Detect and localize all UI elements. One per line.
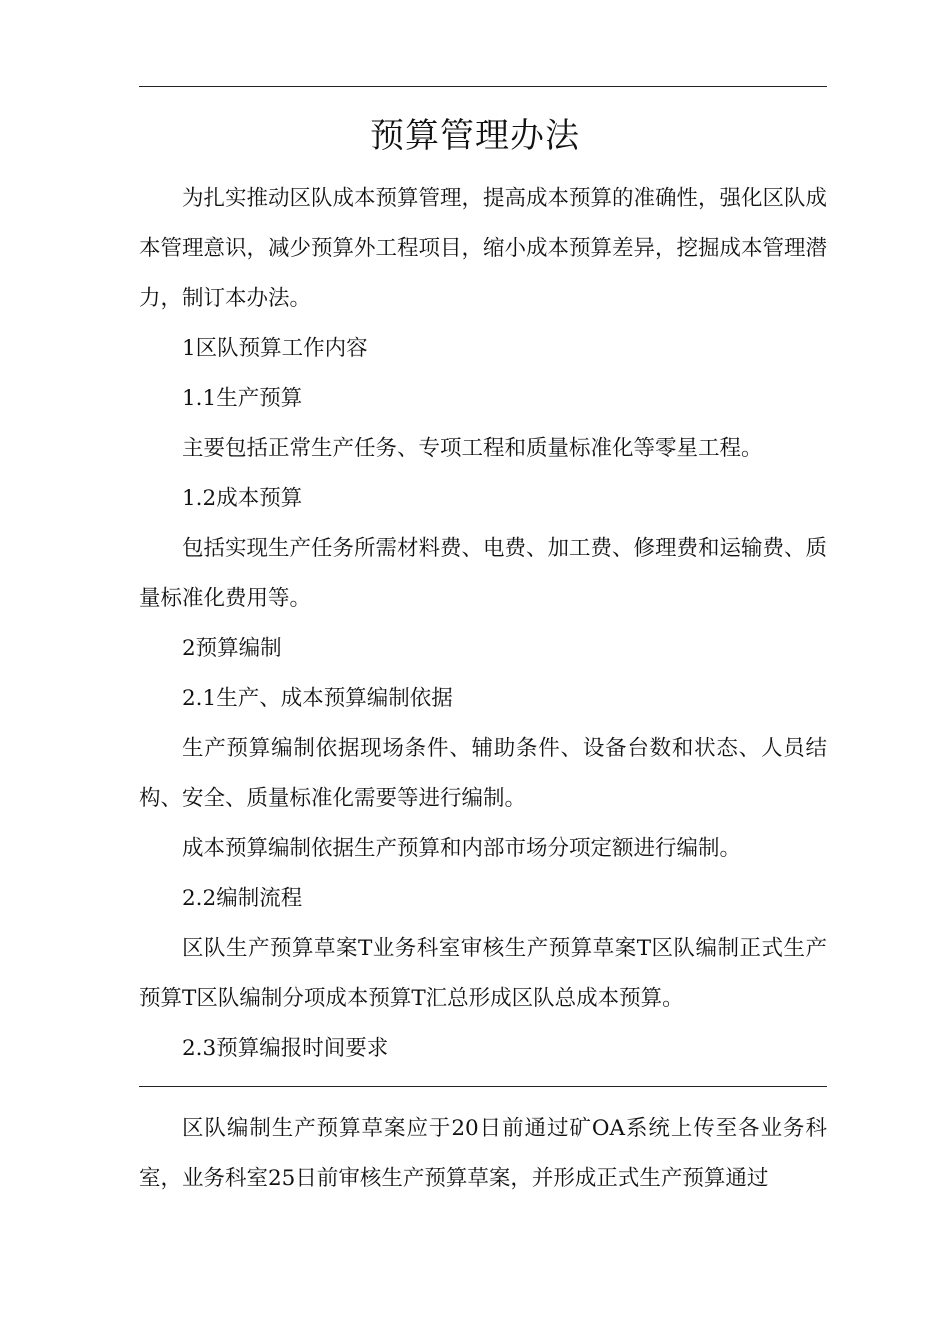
section-rule (139, 1086, 827, 1087)
heading-2: 2预算编制 (182, 636, 282, 661)
heading-2-1: 2.1生产、成本预算编制依据 (182, 686, 453, 711)
heading-2-3: 2.3预算编报时间要求 (182, 1036, 389, 1061)
header-rule (139, 86, 827, 87)
paragraph-2-1-b: 成本预算编制依据生产预算和内部市场分项定额进行编制。 (182, 836, 742, 861)
document-title: 预算管理办法 (370, 116, 580, 156)
paragraph-1-2: 包括实现生产任务所需材料费、电费、加工费、修理费和运输费、质量标准化费用等。 (139, 536, 828, 611)
heading-2-2: 2.2编制流程 (182, 886, 303, 911)
document-body (139, 174, 827, 1074)
paragraph-1-1: 主要包括正常生产任务、专项工程和质量标准化等零星工程。 (182, 436, 763, 461)
document-body-continued (139, 1104, 827, 1204)
paragraph-2-2: 区队生产预算草案T业务科室审核生产预算草案T区队编制正式生产预算T区队编制分项成本预算T汇总形成区队总成本预算。 (139, 936, 827, 1011)
paragraph-2-1-a: 生产预算编制依据现场条件、辅助条件、设备台数和状态、人员结构、安全、质量标准化需要等进行编制。 (139, 736, 827, 811)
paragraph-intro: 为扎实推动区队成本预算管理，提高成本预算的准确性，强化区队成本管理意识，减少预算外工程项目，缩小成本预算差异，挖掘成本管理潜力，制订本办法。 (139, 186, 828, 311)
heading-1-1: 1.1生产预算 (182, 386, 303, 411)
heading-1-2: 1.2成本预算 (182, 486, 303, 511)
heading-1: 1区队预算工作内容 (182, 336, 368, 361)
paragraph-2-3: 区队编制生产预算草案应于20日前通过矿OA系统上传至各业务科室，业务科室25日前审核生产预算草案，并形成正式生产预算通过 (139, 1116, 827, 1191)
